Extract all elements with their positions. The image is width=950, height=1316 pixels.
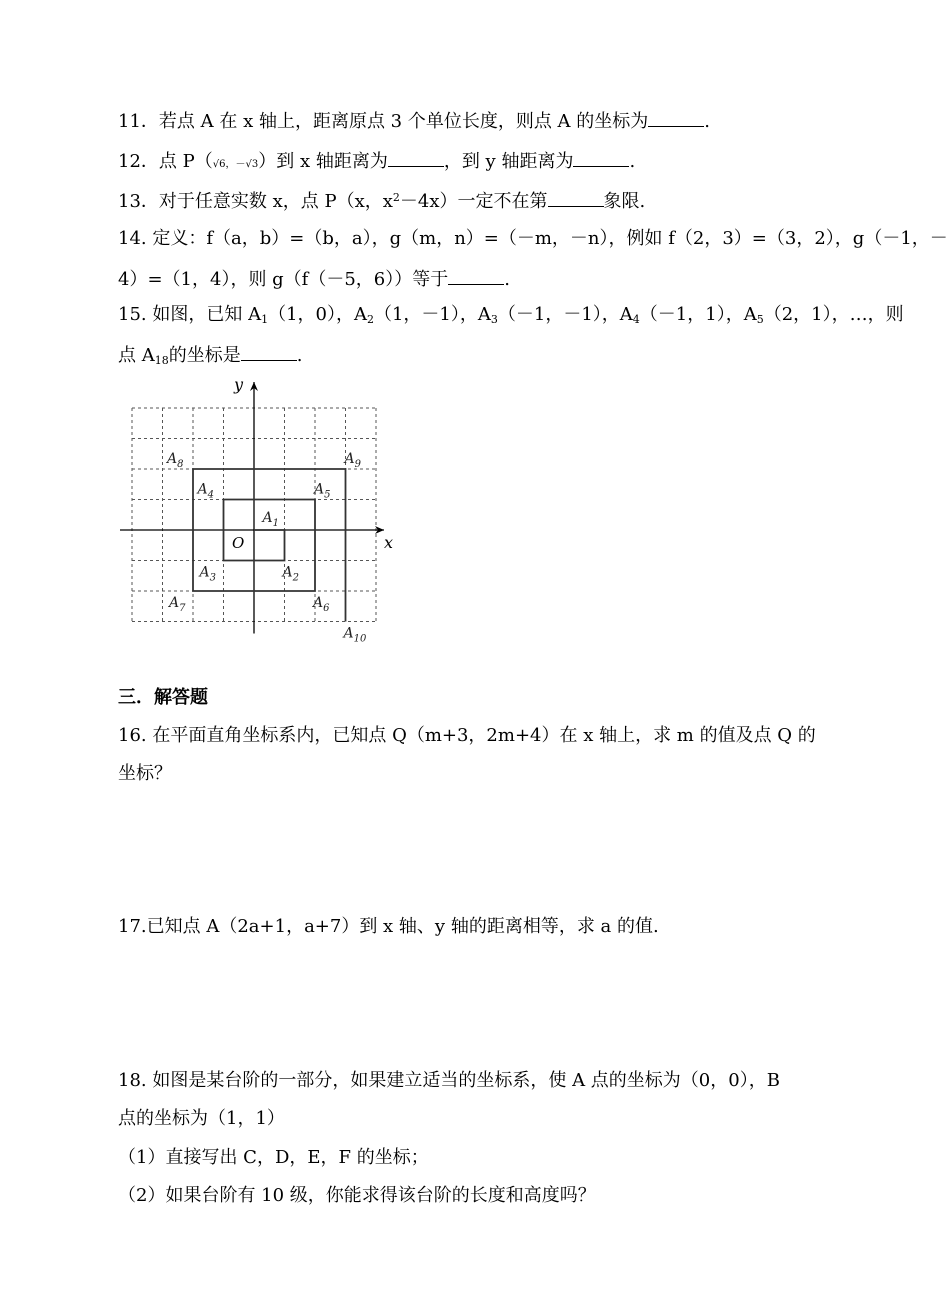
q15-segment: （－1，－1），A — [497, 304, 633, 325]
q12-end: . — [629, 151, 636, 172]
answer-blank[interactable] — [573, 148, 629, 167]
point-label: $A_{10}$ — [343, 625, 367, 645]
point-label: $A_2$ — [282, 564, 299, 584]
q15-subscript: 2 — [366, 313, 374, 326]
section-heading: 三．解答题 — [118, 687, 208, 708]
q13-part-a: 13．对于任意实数 x，点 P（x，x — [118, 191, 393, 212]
point-label-index: 7 — [179, 603, 186, 614]
answer-blank[interactable] — [648, 108, 704, 127]
point-label: $A_4$ — [197, 481, 214, 501]
answer-blank[interactable] — [241, 342, 297, 361]
question-18-line4: （2）如果台阶有 10 级，你能求得该台阶的长度和高度吗？ — [118, 1185, 596, 1206]
q13-exponent: 2 — [392, 191, 400, 204]
point-label-index: 4 — [207, 489, 214, 501]
answer-blank[interactable] — [448, 266, 504, 285]
q15-line2a: 点 A — [118, 345, 155, 366]
q12-part-c: ，到 y 轴距离为 — [443, 151, 574, 172]
q11-end: . — [704, 111, 711, 132]
q15-segment: （1，0），A — [268, 304, 367, 325]
answer-blank[interactable] — [388, 148, 444, 167]
q11-text: 11．若点 A 在 x 轴上，距离原点 3 个单位长度，则点 A 的坐标为 — [118, 111, 649, 132]
question-14-line1 — [118, 227, 948, 251]
point-label-index: 3 — [209, 572, 216, 584]
q13-part-b: －4x）一定不在第 — [399, 191, 548, 212]
point-label: $A_3$ — [199, 564, 216, 584]
point-label-index: 1 — [272, 518, 279, 529]
point-label: $A_9$ — [344, 451, 361, 470]
point-label-index: 2 — [292, 572, 299, 584]
q15-segment: （－1，1），A — [639, 304, 757, 325]
q15-subscript: 5 — [756, 313, 764, 326]
point-label-index: 8 — [177, 459, 184, 470]
point-label: $A_6$ — [313, 595, 330, 614]
q15-end: . — [296, 345, 303, 366]
question-16-line2: 坐标？ — [118, 763, 172, 784]
point-label-index: 9 — [354, 459, 361, 470]
coordinate-grid-figure — [113, 370, 403, 670]
q15-subscript: 18 — [154, 354, 169, 367]
question-14-line2 — [118, 266, 510, 292]
point-label-index: 5 — [324, 489, 331, 501]
q12-part-a: 12．点 P（ — [118, 151, 213, 172]
q14-line1: 14. 定义：f（a，b）=（b，a），g（m，n）=（－m，－n），例如 f（2，3）=（3，2），g（－1，－ — [118, 228, 948, 249]
q15-subscript: 4 — [632, 313, 640, 326]
q12-part-b: ）到 x 轴距离为 — [258, 151, 388, 172]
q15-subscript: 3 — [490, 313, 498, 326]
origin-label: O — [232, 534, 245, 552]
question-18-line2: 点的坐标为（1，1） — [118, 1108, 285, 1129]
question-11 — [118, 108, 710, 134]
question-18-line3: （1）直接写出 C，D，E，F 的坐标； — [118, 1147, 429, 1168]
y-axis-label: y — [234, 375, 244, 394]
q12-comma: ，－ — [225, 159, 246, 170]
question-17: 17.已知点 A（2a+1，a+7）到 x 轴、y 轴的距离相等，求 a 的值. — [118, 916, 659, 937]
q14-end: . — [504, 269, 510, 290]
q13-part-c: 象限. — [603, 191, 646, 212]
point-label: $A_8$ — [167, 451, 184, 470]
question-15-line1 — [118, 303, 904, 327]
question-13 — [118, 188, 645, 214]
answer-blank[interactable] — [548, 188, 604, 207]
question-15-line2 — [118, 342, 302, 368]
sqrt6-radical: √6 — [212, 159, 226, 170]
question-12 — [118, 148, 635, 177]
x-axis-label: x — [384, 533, 394, 552]
point-label: $A_5$ — [314, 481, 331, 501]
q14-line2: 4）=（1，4），则 g（f（－5，6））等于 — [118, 269, 449, 290]
q15-segment: （1，－1），A — [373, 304, 491, 325]
point-label: $A_7$ — [169, 595, 186, 614]
point-label-index: 10 — [353, 633, 367, 645]
sqrt3-radical: √3 — [245, 159, 259, 170]
question-16-line1: 16. 在平面直角坐标系内，已知点 Q（m+3，2m+4）在 x 轴上，求 m 的值及点 Q 的 — [118, 725, 816, 746]
q15-subscript: 1 — [261, 313, 269, 326]
q15-segment: 15. 如图，已知 A — [118, 304, 262, 325]
point-label: $A_1$ — [262, 510, 279, 529]
question-18-line1: 18. 如图是某台阶的一部分，如果建立适当的坐标系，使 A 点的坐标为（0，0），B — [118, 1070, 780, 1091]
q15-segment: （2，1），…，则 — [763, 304, 904, 325]
q15-line2b: 的坐标是 — [168, 345, 241, 366]
point-label-index: 6 — [323, 603, 330, 614]
